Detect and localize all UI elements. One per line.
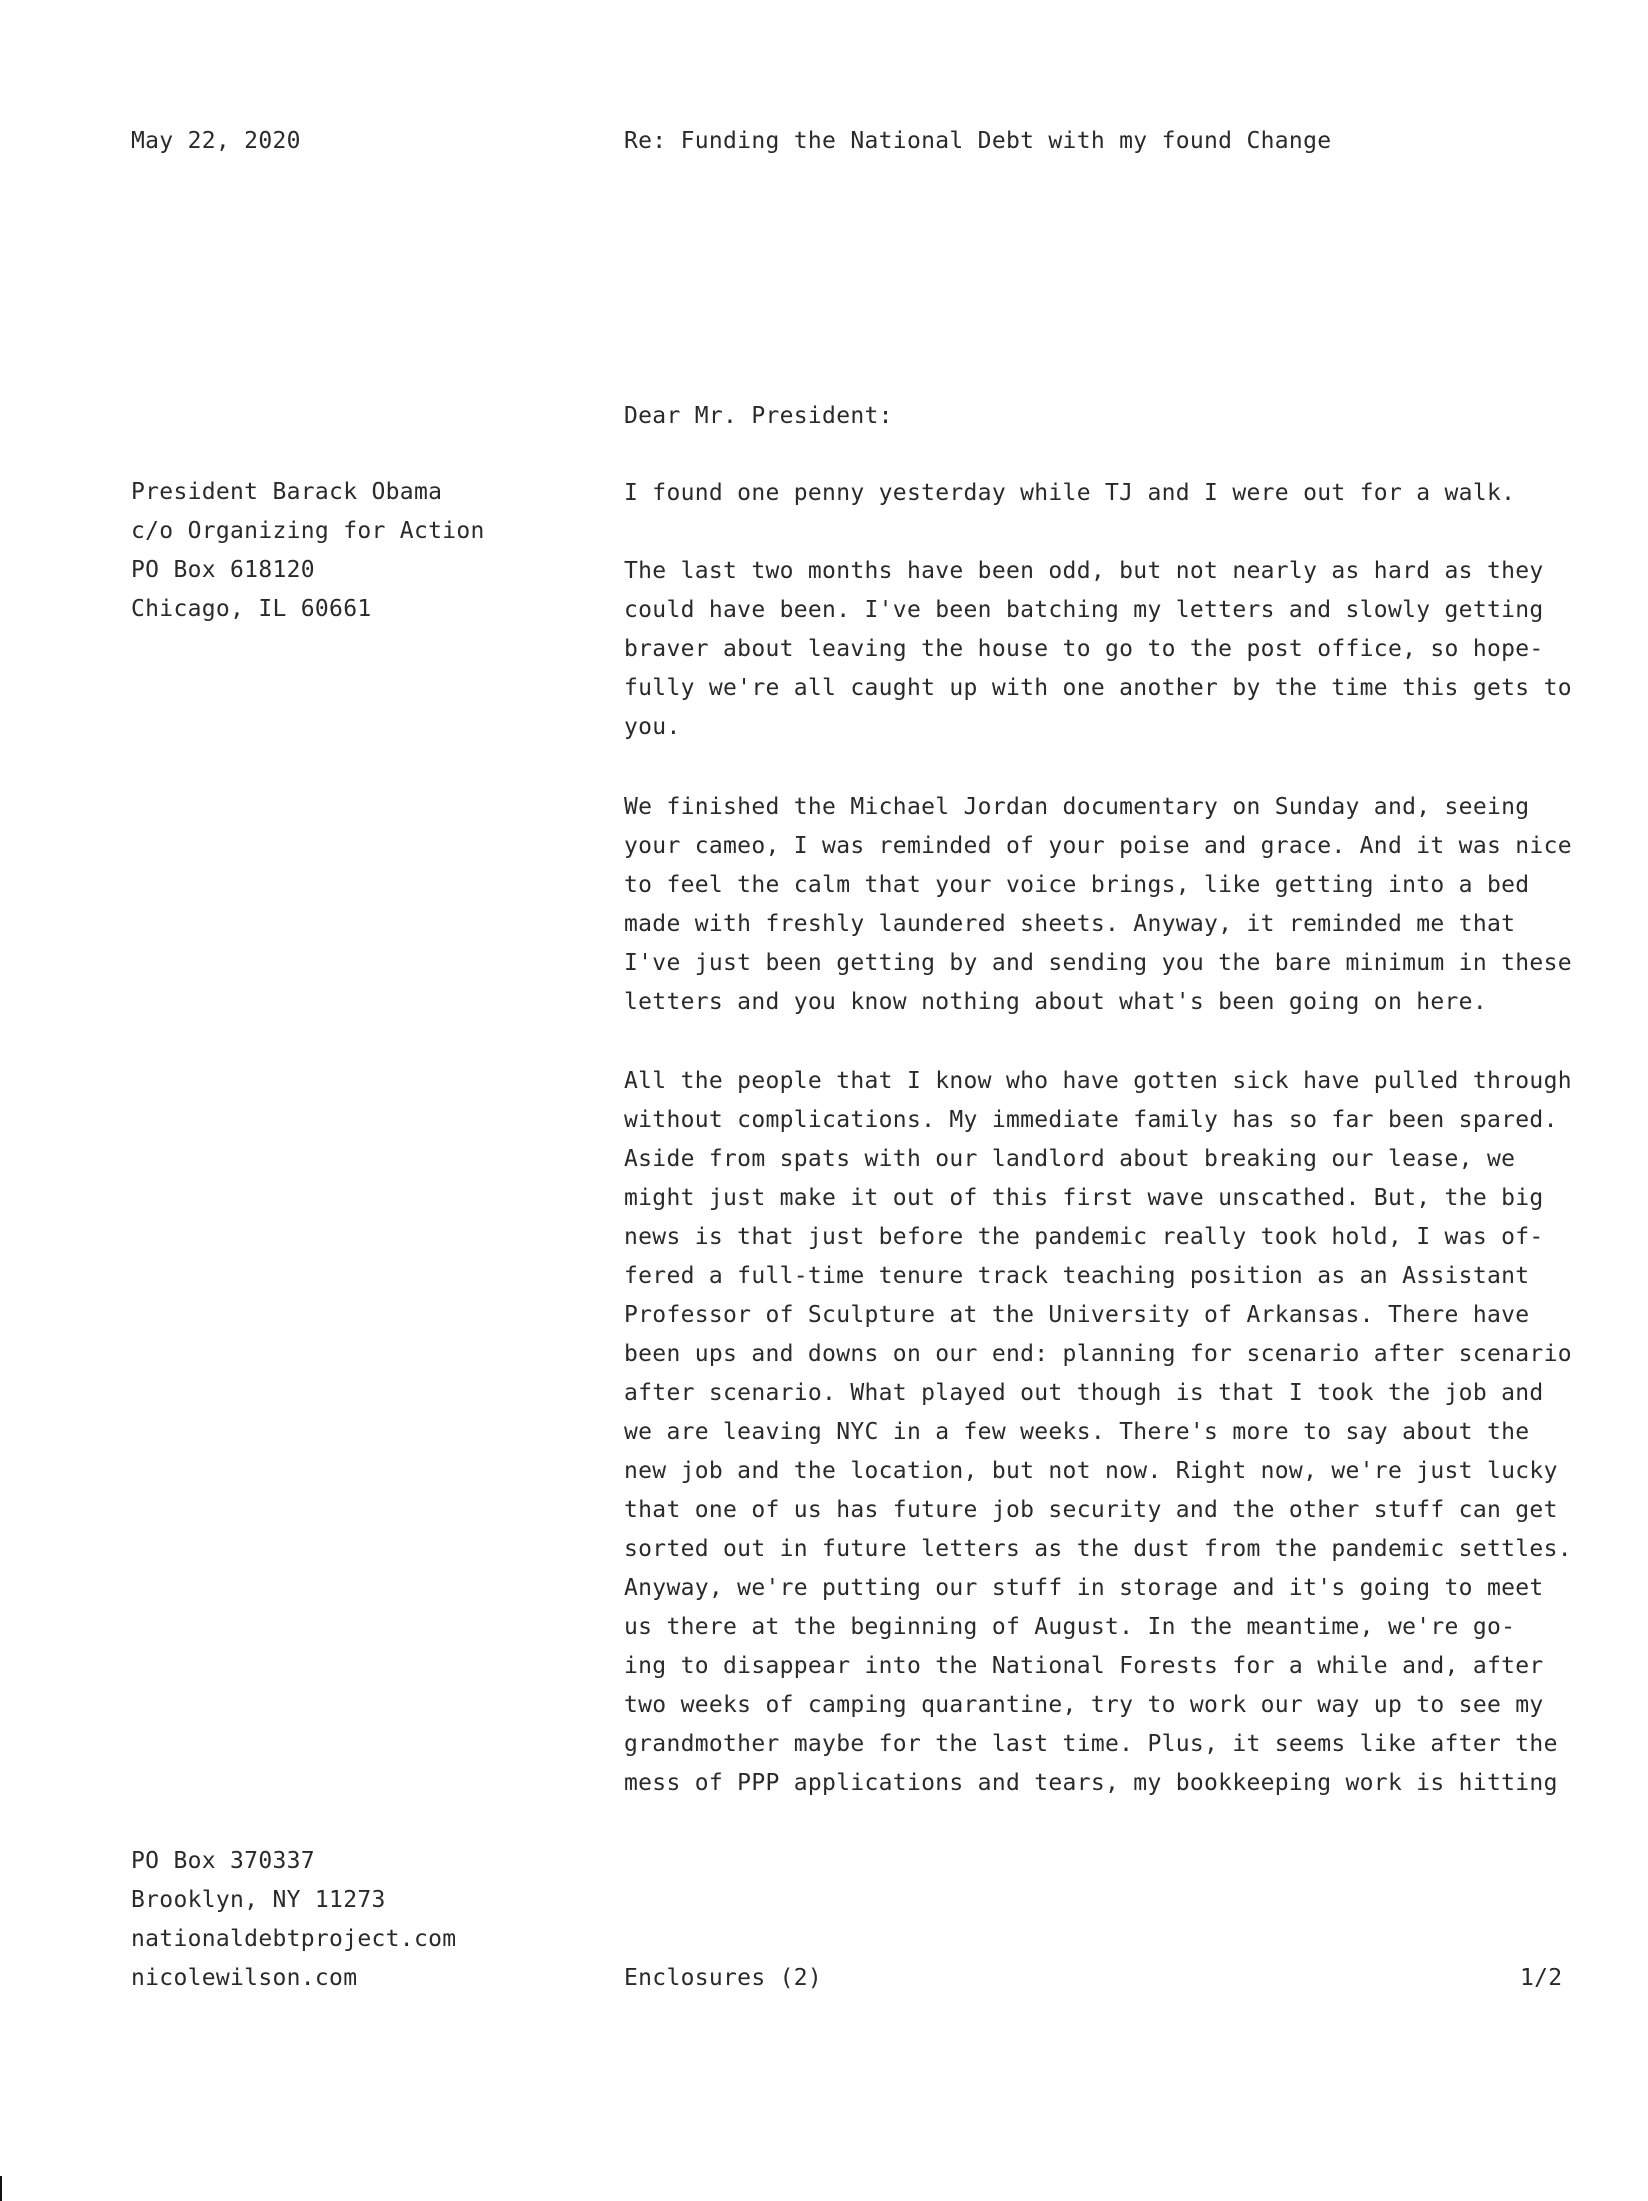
sender-line: PO Box 370337 bbox=[131, 1848, 315, 1874]
paragraph-line: after scenario. What played out though is that I took the job and bbox=[624, 1380, 1544, 1406]
paragraph-line: fered a full-time tenure track teaching position as an Assistant bbox=[624, 1263, 1530, 1289]
paragraph-line: fully we're all caught up with one another by the time this gets to bbox=[624, 675, 1572, 701]
recipient-line: PO Box 618120 bbox=[131, 557, 315, 583]
recipient-line: Chicago, IL 60661 bbox=[131, 596, 372, 622]
enclosures-note: Enclosures (2) bbox=[624, 1965, 823, 1991]
paragraph-line: been ups and downs on our end: planning for scenario after scenario bbox=[624, 1341, 1572, 1367]
paragraph-line: letters and you know nothing about what's been going on here. bbox=[624, 989, 1487, 1015]
sender-line: nicolewilson.com bbox=[131, 1965, 358, 1991]
paragraph-line: grandmother maybe for the last time. Plus, it seems like after the bbox=[624, 1731, 1558, 1757]
sender-address bbox=[131, 1842, 456, 1998]
paragraph-line: news is that just before the pandemic really took hold, I was of- bbox=[624, 1224, 1544, 1250]
paragraph-line: that one of us has future job security and the other stuff can get bbox=[624, 1497, 1558, 1523]
page-number: 1/2 bbox=[1520, 1965, 1563, 1991]
paragraph-line: I found one penny yesterday while TJ and I were out for a walk. bbox=[624, 480, 1516, 506]
paragraph-line: without complications. My immediate family has so far been spared. bbox=[624, 1107, 1558, 1133]
paragraph-line: made with freshly laundered sheets. Anyway, it reminded me that bbox=[624, 911, 1516, 937]
paragraph-line: new job and the location, but not now. Right now, we're just lucky bbox=[624, 1458, 1558, 1484]
sender-line: nationaldebtproject.com bbox=[131, 1926, 457, 1952]
paragraph-line: Aside from spats with our landlord about breaking our lease, we bbox=[624, 1146, 1516, 1172]
paragraph-line: we are leaving NYC in a few weeks. There's more to say about the bbox=[624, 1419, 1530, 1445]
paragraph-line: two weeks of camping quarantine, try to work our way up to see my bbox=[624, 1692, 1544, 1718]
paragraph-line: to feel the calm that your voice brings, like getting into a bed bbox=[624, 872, 1530, 898]
paragraph-line: The last two months have been odd, but not nearly as hard as they bbox=[624, 558, 1544, 584]
salutation: Dear Mr. President: bbox=[624, 403, 893, 429]
paragraph-line: mess of PPP applications and tears, my bookkeeping work is hitting bbox=[624, 1770, 1558, 1796]
paragraph-line: Anyway, we're putting our stuff in storage and it's going to meet bbox=[624, 1575, 1544, 1601]
paragraph-line: us there at the beginning of August. In the meantime, we're go- bbox=[624, 1614, 1516, 1640]
body-paragraph bbox=[624, 474, 1584, 513]
body-paragraph bbox=[624, 552, 1584, 747]
paragraph-line: Professor of Sculpture at the University of Arkansas. There have bbox=[624, 1302, 1530, 1328]
paragraph-line: might just make it out of this first wave unscathed. But, the big bbox=[624, 1185, 1544, 1211]
recipient-line: President Barack Obama bbox=[131, 479, 443, 505]
paragraph-line: braver about leaving the house to go to the post office, so hope- bbox=[624, 636, 1544, 662]
letter-subject: Re: Funding the National Debt with my found Change bbox=[624, 128, 1332, 154]
paragraph-line: your cameo, I was reminded of your poise and grace. And it was nice bbox=[624, 833, 1572, 859]
paragraph-line: We finished the Michael Jordan documentary on Sunday and, seeing bbox=[624, 794, 1530, 820]
sender-line: Brooklyn, NY 11273 bbox=[131, 1887, 386, 1913]
recipient-address bbox=[131, 473, 485, 629]
paragraph-line: ing to disappear into the National Forests for a while and, after bbox=[624, 1653, 1544, 1679]
paragraph-line: All the people that I know who have gotten sick have pulled through bbox=[624, 1068, 1572, 1094]
paragraph-line: I've just been getting by and sending you the bare minimum in these bbox=[624, 950, 1572, 976]
letter-date: May 22, 2020 bbox=[131, 128, 301, 154]
scan-edge-mark bbox=[0, 2176, 2, 2201]
body-paragraph bbox=[624, 788, 1584, 1022]
paragraph-line: you. bbox=[624, 714, 681, 740]
paragraph-line: sorted out in future letters as the dust from the pandemic settles. bbox=[624, 1536, 1572, 1562]
paragraph-line: could have been. I've been batching my letters and slowly getting bbox=[624, 597, 1544, 623]
body-paragraph bbox=[624, 1062, 1584, 1803]
recipient-line: c/o Organizing for Action bbox=[131, 518, 485, 544]
